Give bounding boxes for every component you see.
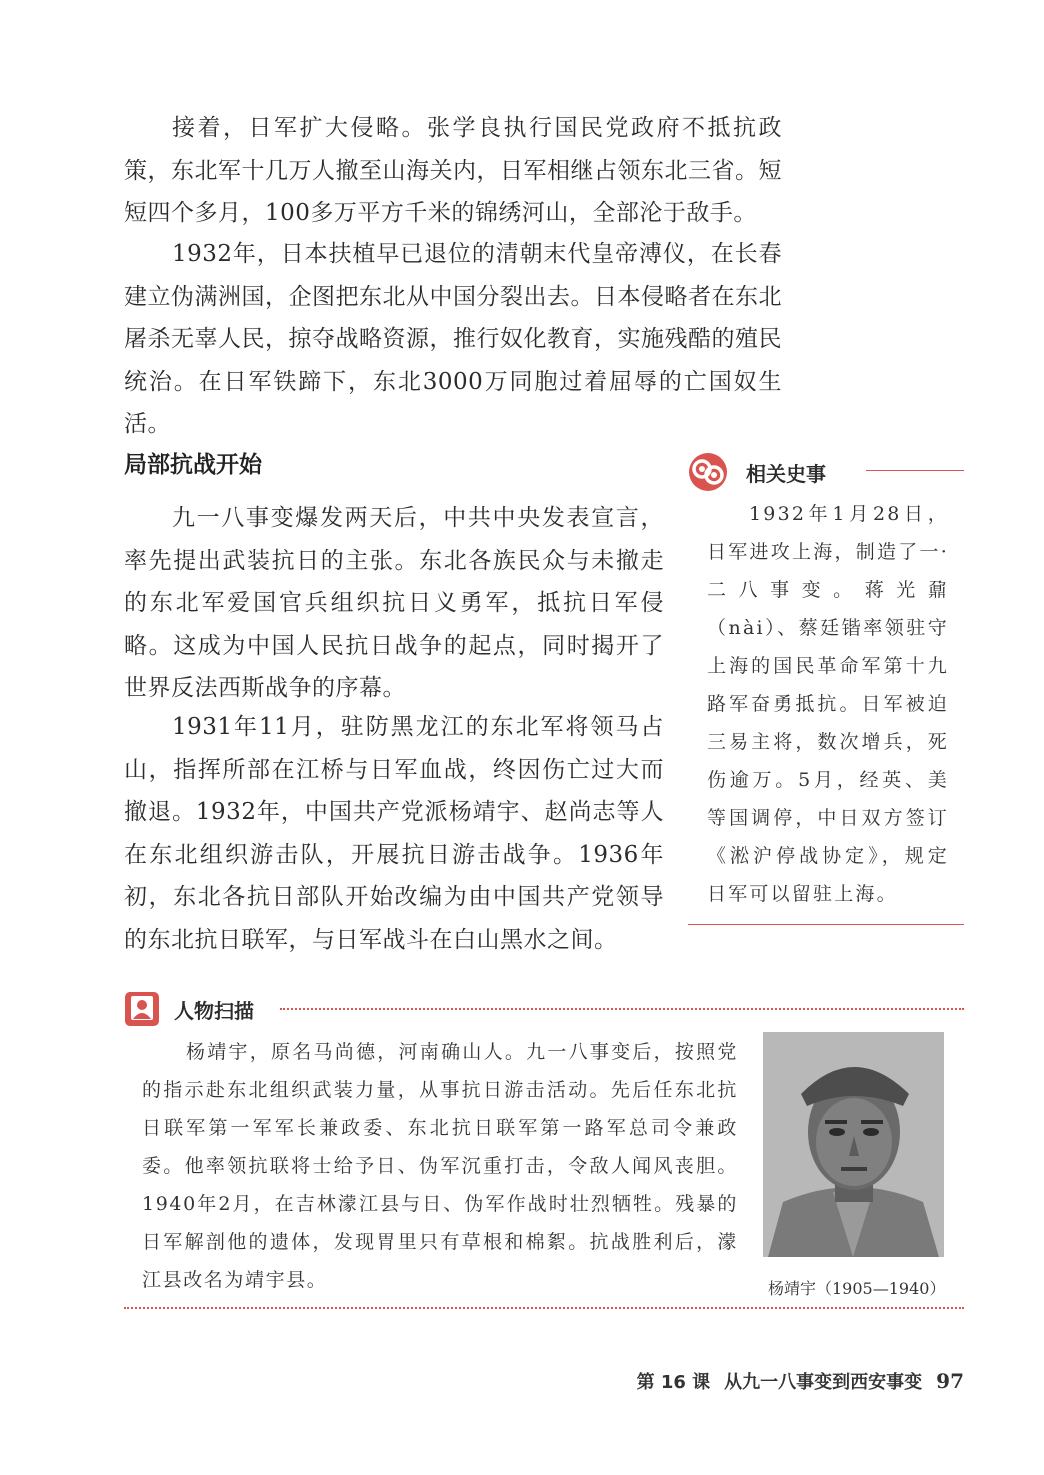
page-number: 97 <box>936 1369 964 1393</box>
sidebar-bottom-divider <box>688 924 964 925</box>
history-swirl-icon <box>688 452 728 492</box>
portrait-photo <box>763 1032 944 1257</box>
body-paragraph-2: 1932年，日本扶植早已退位的清朝末代皇帝溥仪，在长春建立伪满洲国，企图把东北从中国分裂出去。日本侵略者在东北屠杀无辜人民，掠夺战略资源，推行奴化教育，实施残酷的殖民统治。在日军铁蹄下，东北3000万同胞过着屈辱的亡国奴生活。 <box>124 241 782 437</box>
footer-lesson-number: 第 16 课 <box>636 1372 711 1393</box>
body-paragraph-3: 九一八事变爆发两天后，中共中央发表宣言，率先提出武装抗日的主张。东北各族民众与未撤走的东北军爱国官兵组织抗日义勇军，抵抗日军侵略。这成为中国人民抗日战争的起点，同时揭开了世界反法西斯战争的序幕。 <box>124 505 664 701</box>
body-paragraph-1: 接着，日军扩大侵略。张学良执行国民党政府不抵抗政策，东北军十几万人撤至山海关内，日军相继占领东北三省。短短四个多月，100多万平方千米的锦绣河山，全部沦于敌手。 <box>124 115 782 226</box>
sidebar-title: 相关史事 <box>746 462 826 486</box>
page-footer <box>637 1368 964 1394</box>
sidebar-top-divider <box>866 470 964 471</box>
person-portrait-icon <box>124 991 160 1027</box>
sidebar-text: 1932年1月28日，日军进攻上海，制造了一·二八事变。蒋光鼐（nài）、蔡廷锴率领驻守上海的国民革命军第十九路军奋勇抵抗。日军被迫三易主将，数次增兵，死伤逾万。5月，经英、美等国调停，中日双方签订《淞沪停战协定》，规定日军可以留驻上海。 <box>707 503 949 905</box>
body-paragraph-4: 1931年11月，驻防黑龙江的东北军将领马占山，指挥所部在江桥与日军血战，终因伤亡过大而撤退。1932年，中国共产党派杨靖宇、赵尚志等人在东北组织游击队，开展抗日游击战争。1936年初，东北各抗日部队开始改编为由中国共产党领导的东北抗日联军，与日军战斗在白山黑水之间。 <box>124 714 664 953</box>
section-heading: 局部抗战开始 <box>124 452 262 478</box>
footer-lesson-title: 从九一八事变到西安事变 <box>724 1372 923 1393</box>
photo-caption: 杨靖宇（1905—1940） <box>768 1279 946 1298</box>
person-box-title: 人物扫描 <box>174 999 254 1023</box>
person-box-bottom-divider <box>124 1307 964 1309</box>
person-box-text: 杨靖宇，原名马尚德，河南确山人。九一八事变后，按照党的指示赴东北组织武装力量，从事抗日游击活动。先后任东北抗日联军第一军军长兼政委、东北抗日联军第一路军总司令兼政委。他率领抗联将士给予日、伪军沉重打击，令敌人闻风丧胆。1940年2月，在吉林濛江县与日、伪军作战时壮烈牺牲。残暴的日军解剖他的遗体，发现胃里只有草根和棉絮。抗战胜利后，濛江县改名为靖宇县。 <box>142 1041 738 1291</box>
person-box-top-divider <box>280 1008 964 1010</box>
